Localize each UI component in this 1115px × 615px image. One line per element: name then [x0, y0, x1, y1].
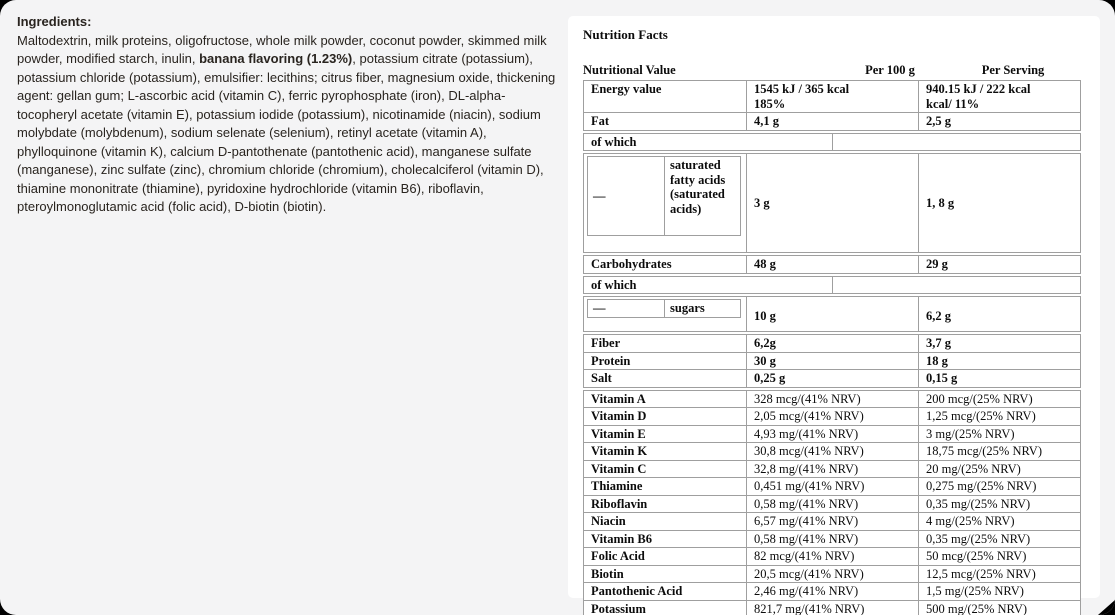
- row-label: Salt: [591, 371, 612, 385]
- per-serving-value: 0,35 mg/(25% NRV): [918, 496, 1080, 513]
- table-row: [584, 369, 1080, 387]
- per-serving-value: 50 mcg/(25% NRV): [918, 548, 1080, 565]
- per-serving-value: 1, 8 g: [918, 154, 1080, 252]
- energy-serving-line1: 940.15 kJ / 222 kcal: [926, 82, 1031, 96]
- of-which-empty-cell: [832, 277, 1080, 294]
- row-label: Biotin: [591, 566, 624, 581]
- per-serving-value: 6,2 g: [918, 297, 1080, 331]
- row-label: Folic Acid: [591, 549, 645, 563]
- dash-cell: —: [593, 188, 606, 203]
- header-per-serving: Per Serving: [981, 63, 1045, 77]
- sugars-nested-cell: [584, 297, 746, 331]
- saturated-nested-cell: [584, 154, 746, 252]
- row-label: Vitamin K: [591, 444, 648, 458]
- row-label: Vitamin D: [591, 409, 647, 423]
- per-100g-value: 3 g: [746, 154, 918, 252]
- per-serving-value: 3 mg/(25% NRV): [918, 426, 1080, 443]
- per-100g-value: 30 g: [746, 353, 918, 370]
- per-100g-value: 328 mcg/(41% NRV): [746, 391, 918, 408]
- of-which-label: of which: [591, 277, 637, 292]
- per-100g-value: 20,5 mcg/(41% NRV): [746, 566, 918, 583]
- per-serving-value: 0,35 mg/(25% NRV): [918, 531, 1080, 548]
- row-label: Fiber: [591, 336, 621, 350]
- sugars-label: sugars: [664, 300, 742, 317]
- nutrition-facts-title: Nutrition Facts: [583, 27, 668, 42]
- dash-cell: —: [593, 301, 606, 315]
- per-serving-value: 4 mg/(25% NRV): [918, 513, 1080, 530]
- per-100g-value: 0,451 mg/(41% NRV): [746, 478, 918, 495]
- table-row: [584, 530, 1080, 548]
- per-100g-value: 821,7 mg/(41% NRV): [746, 601, 918, 615]
- per-serving-value: 29 g: [918, 256, 1080, 273]
- per-100g-value: 0,58 mg/(41% NRV): [746, 531, 918, 548]
- row-label: Vitamin A: [591, 391, 646, 406]
- row-energy: [584, 81, 1080, 112]
- per-100g-value: 48 g: [746, 256, 918, 273]
- ingredients-bold-flavoring: banana flavoring (1.23%): [199, 51, 353, 66]
- row-label: Potassium: [591, 601, 646, 615]
- row-label: Thiamine: [591, 479, 643, 493]
- nutrition-card: [568, 16, 1100, 615]
- ingredients-heading: Ingredients:: [17, 14, 92, 29]
- nutrition-table: [583, 63, 1081, 615]
- ingredients-text-part1: Maltodextrin, milk proteins, oligofructose, whole milk powder, coconut powder, skimmed milk powder, modified starch, inulin,: [17, 32, 547, 66]
- table-row: [584, 460, 1080, 478]
- row-label: Niacin: [591, 514, 626, 528]
- ingredients-panel: [17, 13, 564, 217]
- section-macros: [583, 334, 1081, 388]
- table-row: [584, 442, 1080, 460]
- row-label: Vitamin B6: [591, 531, 652, 546]
- per-100g-value: 10 g: [746, 297, 918, 331]
- per-serving-value: 12,5 mcg/(25% NRV): [918, 566, 1080, 583]
- of-which-empty-cell: [832, 134, 1080, 151]
- energy-serving-line2: kcal/ 11%: [926, 96, 980, 111]
- row-label: Carbohydrates: [591, 257, 672, 271]
- per-100g-value: 30,8 mcg/(41% NRV): [746, 443, 918, 460]
- per-100g-value: 0,58 mg/(41% NRV): [746, 496, 918, 513]
- row-fat: [584, 112, 1080, 130]
- table-row: [584, 407, 1080, 425]
- table-row: [584, 512, 1080, 530]
- section-carbohydrates: [583, 255, 1081, 274]
- per-100g-value: [746, 81, 918, 112]
- row-label: Vitamin C: [591, 461, 647, 476]
- per-serving-value: [918, 81, 1080, 112]
- per-serving-value: 500 mg/(25% NRV): [918, 601, 1080, 615]
- per-serving-value: 18 g: [918, 353, 1080, 370]
- row-label: Riboflavin: [591, 496, 648, 511]
- per-100g-value: 4,1 g: [746, 113, 918, 130]
- table-row: [584, 477, 1080, 495]
- per-serving-value: 200 mcg/(25% NRV): [918, 391, 1080, 408]
- section-energy-fat: [583, 80, 1081, 131]
- saturated-label: saturated fatty acids (saturated acids): [664, 157, 742, 235]
- row-label: Pantothenic Acid: [591, 584, 683, 598]
- saturated-nested-table: [587, 156, 741, 236]
- energy-per100-line1: 1545 kJ / 365 kcal: [754, 82, 850, 96]
- row-label: Fat: [591, 114, 610, 128]
- row-label: Vitamin E: [591, 426, 646, 441]
- per-100g-value: 32,8 mg/(41% NRV): [746, 461, 918, 478]
- section-micros: [583, 390, 1081, 615]
- per-serving-value: 18,75 mcg/(25% NRV): [918, 443, 1080, 460]
- row-label: Protein: [591, 353, 631, 368]
- per-100g-value: 2,05 mcg/(41% NRV): [746, 408, 918, 425]
- table-row: [584, 335, 1080, 352]
- table-header-row: [583, 63, 1081, 78]
- per-100g-value: 4,93 mg/(41% NRV): [746, 426, 918, 443]
- table-row: [584, 352, 1080, 370]
- per-serving-value: 2,5 g: [918, 113, 1080, 130]
- header-per-100g: Per 100 g: [865, 63, 915, 77]
- per-serving-value: 20 mg/(25% NRV): [918, 461, 1080, 478]
- per-100g-value: 2,46 mg/(41% NRV): [746, 583, 918, 600]
- per-serving-value: 0,15 g: [918, 370, 1080, 387]
- per-serving-value: 0,275 mg/(25% NRV): [918, 478, 1080, 495]
- table-row: [584, 565, 1080, 583]
- table-row: [584, 425, 1080, 443]
- table-row: [584, 582, 1080, 600]
- ingredients-text: [17, 32, 564, 217]
- header-nutritional-value: Nutritional Value: [583, 63, 676, 77]
- per-serving-value: 3,7 g: [918, 335, 1080, 352]
- row-label: Energy value: [591, 82, 662, 96]
- per-serving-value: 1,5 mg/(25% NRV): [918, 583, 1080, 600]
- table-row: [584, 495, 1080, 513]
- per-100g-value: 6,2g: [746, 335, 918, 352]
- per-100g-value: 6,57 mg/(41% NRV): [746, 513, 918, 530]
- per-serving-value: 1,25 mcg/(25% NRV): [918, 408, 1080, 425]
- section-of-which-fat: [583, 133, 1081, 152]
- section-saturated: [583, 153, 1081, 253]
- sugars-nested-table: [587, 299, 741, 318]
- page-corner-triangle: [1098, 600, 1115, 615]
- table-row: [584, 547, 1080, 565]
- table-row: [584, 600, 1080, 615]
- section-sugars: [583, 296, 1081, 332]
- table-row: [584, 391, 1080, 408]
- ingredients-text-part2: , potassium citrate (potassium), potassium chloride (potassium), emulsifier: lecithins; citrus fiber, magnesium oxide, thickening agent: gellan gum; L-ascorbic acid (vitamin C), ferric pyrophosphate (iron), DL-alpha-tocopheryl acetate (vitamin E), potassium iodide (potassium), nicotinamide (niacin), sodium molybdate (molybdenum), sodium selenate (selenium), retinyl acetate (vitamin A), phylloquinone (vitamin K), calcium D-pantothenate (pantothenic acid), manganese sulfate (manganese), zinc sulfate (zinc), chromium chloride (chromium), cholecalciferol (vitamin D), thiamine mononitrate (thiamine), pyridoxine hydrochloride (vitamin B6), riboflavin, pteroylmonoglutamic acid (folic acid), D-biotin (biotin).: [17, 51, 556, 214]
- of-which-label: of which: [591, 134, 637, 149]
- per-100g-value: 0,25 g: [746, 370, 918, 387]
- per-100g-value: 82 mcg/(41% NRV): [746, 548, 918, 565]
- energy-per100-line2: 185%: [754, 96, 786, 111]
- section-of-which-carbs: [583, 276, 1081, 295]
